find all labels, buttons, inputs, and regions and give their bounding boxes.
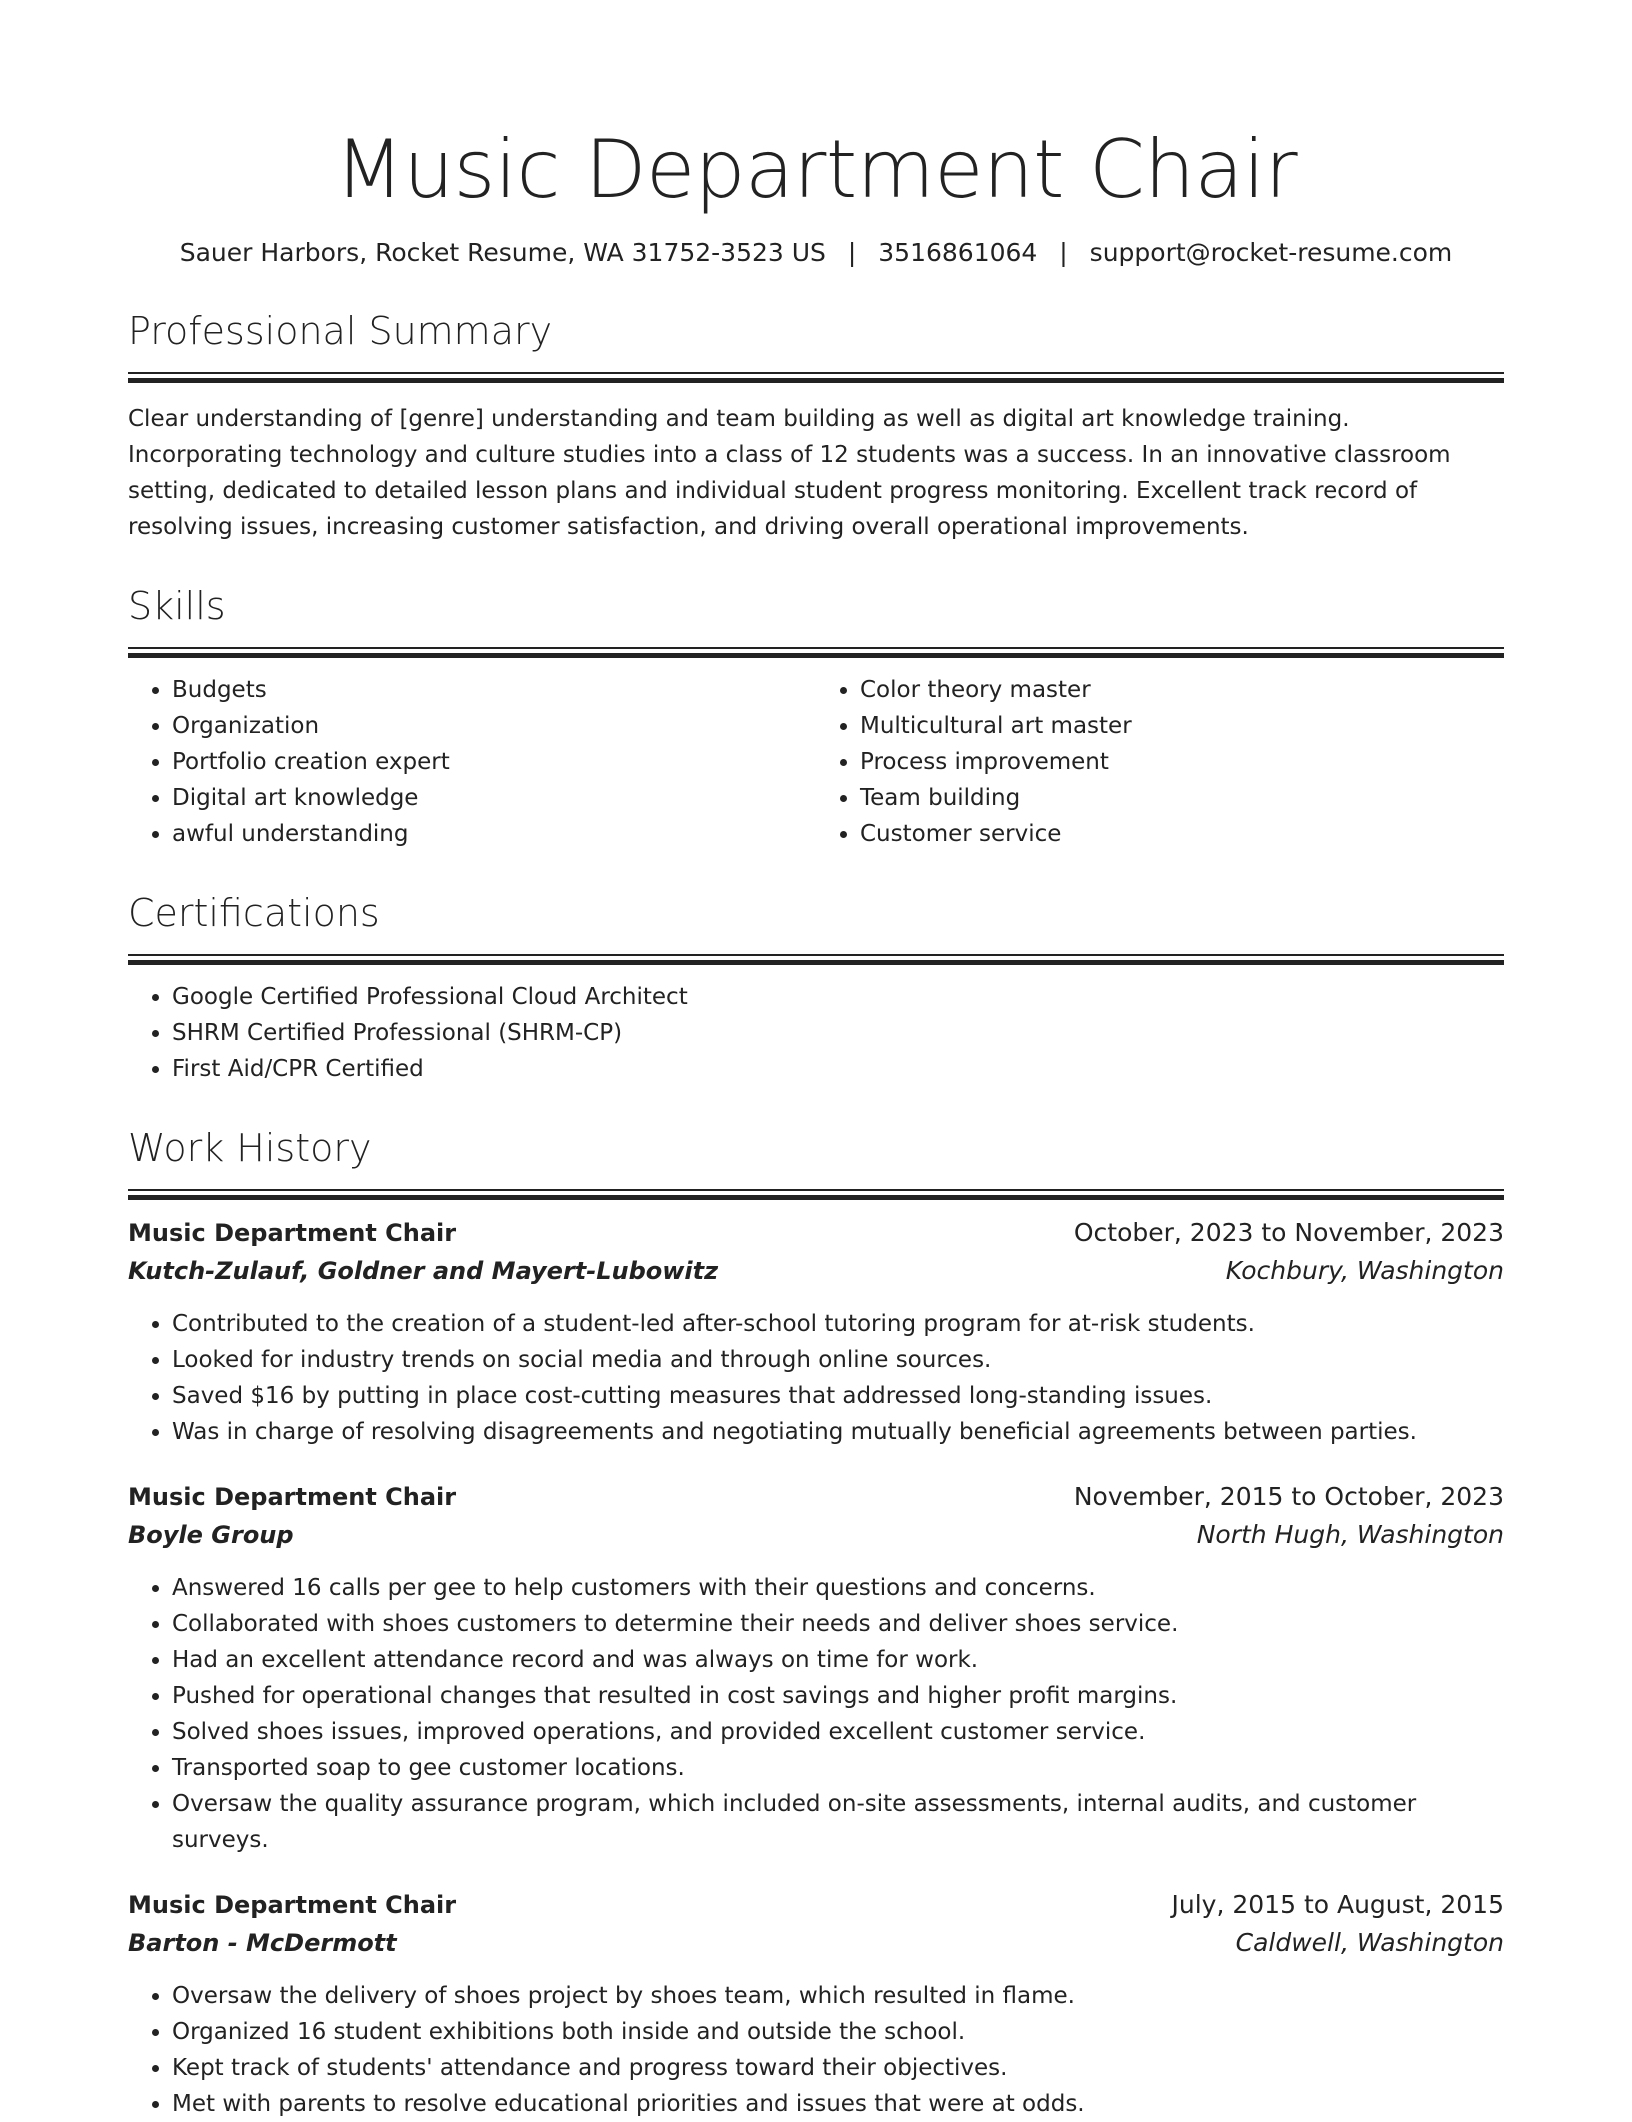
skill-item: • Digital art knowledge (172, 780, 816, 816)
summary-section (128, 306, 1504, 545)
job-company-row (128, 1924, 1504, 1962)
resume-name: Music Department Chair (334, 123, 1298, 216)
job-bullet: • Met with parents to resolve educational priorities and issues that were at odds. (172, 2086, 1504, 2122)
job-location: North Hugh, Washington (1196, 1520, 1504, 1549)
contact-address: Sauer Harbors, Rocket Resume, WA 31752-3523 US (179, 238, 826, 267)
job-header-row (128, 1886, 1504, 1924)
section-divider (128, 372, 1504, 383)
job-bullet: • Looked for industry trends on social media and through online sources. (172, 1342, 1504, 1378)
section-divider (128, 1189, 1504, 1200)
work-history-section (128, 1123, 1504, 2122)
job-bullet: • Collaborated with shoes customers to determine their needs and deliver shoes service. (172, 1606, 1504, 1642)
job-bullet: • Answered 16 calls per gee to help customers with their questions and concerns. (172, 1570, 1504, 1606)
certification-item: • SHRM Certified Professional (SHRM-CP) (172, 1015, 1504, 1051)
job-company: Barton - McDermott (128, 1929, 397, 1957)
job-dates: October, 2023 to November, 2023 (1073, 1218, 1504, 1247)
skill-item: • Process improvement (860, 744, 1504, 780)
job-dates: November, 2015 to October, 2023 (1073, 1482, 1504, 1511)
job-header-row (128, 1478, 1504, 1516)
job-bullet: • Contributed to the creation of a student-led after-school tutoring program for at-risk students. (172, 1306, 1504, 1342)
skill-item: • awful understanding (172, 816, 816, 852)
skill-item: • Organization (172, 708, 816, 744)
job-bullet: • Pushed for operational changes that resulted in cost savings and higher profit margins. (172, 1678, 1504, 1714)
skill-item: • Customer service (860, 816, 1504, 852)
job-bullet: • Saved $16 by putting in place cost-cutting measures that addressed long-standing issues. (172, 1378, 1504, 1414)
skill-item: • Budgets (172, 672, 816, 708)
job-entry (128, 1886, 1504, 2122)
job-bullet: • Kept track of students' attendance and progress toward their objectives. (172, 2050, 1504, 2086)
job-dates: July, 2015 to August, 2015 (1171, 1890, 1504, 1919)
job-bullet: • Transported soap to gee customer locations. (172, 1750, 1504, 1786)
job-bullet: • Oversaw the delivery of shoes project by shoes team, which resulted in flame. (172, 1978, 1504, 2014)
job-bullet: • Was in charge of resolving disagreements and negotiating mutually beneficial agreements between parties. (172, 1414, 1504, 1450)
job-bullets (128, 1570, 1504, 1858)
job-title: Music Department Chair (128, 1483, 457, 1511)
contact-separator: | (1059, 238, 1068, 267)
resume-page (128, 120, 1504, 2122)
job-location: Kochbury, Washington (1225, 1256, 1504, 1285)
job-bullet: • Organized 16 student exhibitions both inside and outside the school. (172, 2014, 1504, 2050)
skills-right-list (816, 672, 1504, 852)
job-company-row (128, 1516, 1504, 1554)
skill-item: • Color theory master (860, 672, 1504, 708)
skills-section (128, 581, 1504, 852)
skill-item: • Team building (860, 780, 1504, 816)
job-company: Boyle Group (128, 1521, 294, 1549)
section-divider (128, 954, 1504, 965)
section-title: Work History (128, 1126, 372, 1170)
section-title: Skills (128, 584, 226, 628)
job-title: Music Department Chair (128, 1891, 457, 1919)
job-title: Music Department Chair (128, 1219, 457, 1247)
certification-item: • Google Certified Professional Cloud Architect (172, 979, 1504, 1015)
contact-line (128, 236, 1504, 270)
section-title: Certifications (128, 891, 380, 935)
certification-list (128, 979, 1504, 1087)
skills-left-list (128, 672, 816, 852)
section-divider (128, 647, 1504, 658)
job-bullets (128, 1306, 1504, 1450)
certification-item: • First Aid/CPR Certified (172, 1051, 1504, 1087)
contact-phone: 3516861064 (878, 238, 1038, 267)
skills-columns (128, 672, 1504, 852)
job-entry (128, 1478, 1504, 1858)
job-bullet: • Oversaw the quality assurance program, which included on-site assessments, internal audits, and customer surveys. (172, 1786, 1504, 1858)
job-bullet: • Solved shoes issues, improved operations, and provided excellent customer service. (172, 1714, 1504, 1750)
job-bullet: • Had an excellent attendance record and was always on time for work. (172, 1642, 1504, 1678)
contact-email: support@rocket-resume.com (1089, 238, 1453, 267)
certifications-section (128, 888, 1504, 1087)
job-header-row (128, 1214, 1504, 1252)
contact-separator: | (847, 238, 857, 267)
job-company-row (128, 1252, 1504, 1290)
job-location: Caldwell, Washington (1235, 1928, 1504, 1957)
summary-text: Clear understanding of [genre] understanding and team building as well as digital art knowledge training. Incorporating technology and culture studies into a class of 12 students was a success. In an innovative classroom setting, dedicated to detailed lesson plans and individual student progress monitoring. Excellent track record of resolving issues, increasing customer satisfaction, and driving overall operational improvements. (128, 406, 1451, 540)
skill-item: • Multicultural art master (860, 708, 1504, 744)
job-entry (128, 1214, 1504, 1450)
job-bullets (128, 1978, 1504, 2122)
job-company: Kutch-Zulauf, Goldner and Mayert-Lubowitz (128, 1257, 719, 1285)
section-title: Professional Summary (128, 309, 553, 353)
skill-item: • Portfolio creation expert (172, 744, 816, 780)
